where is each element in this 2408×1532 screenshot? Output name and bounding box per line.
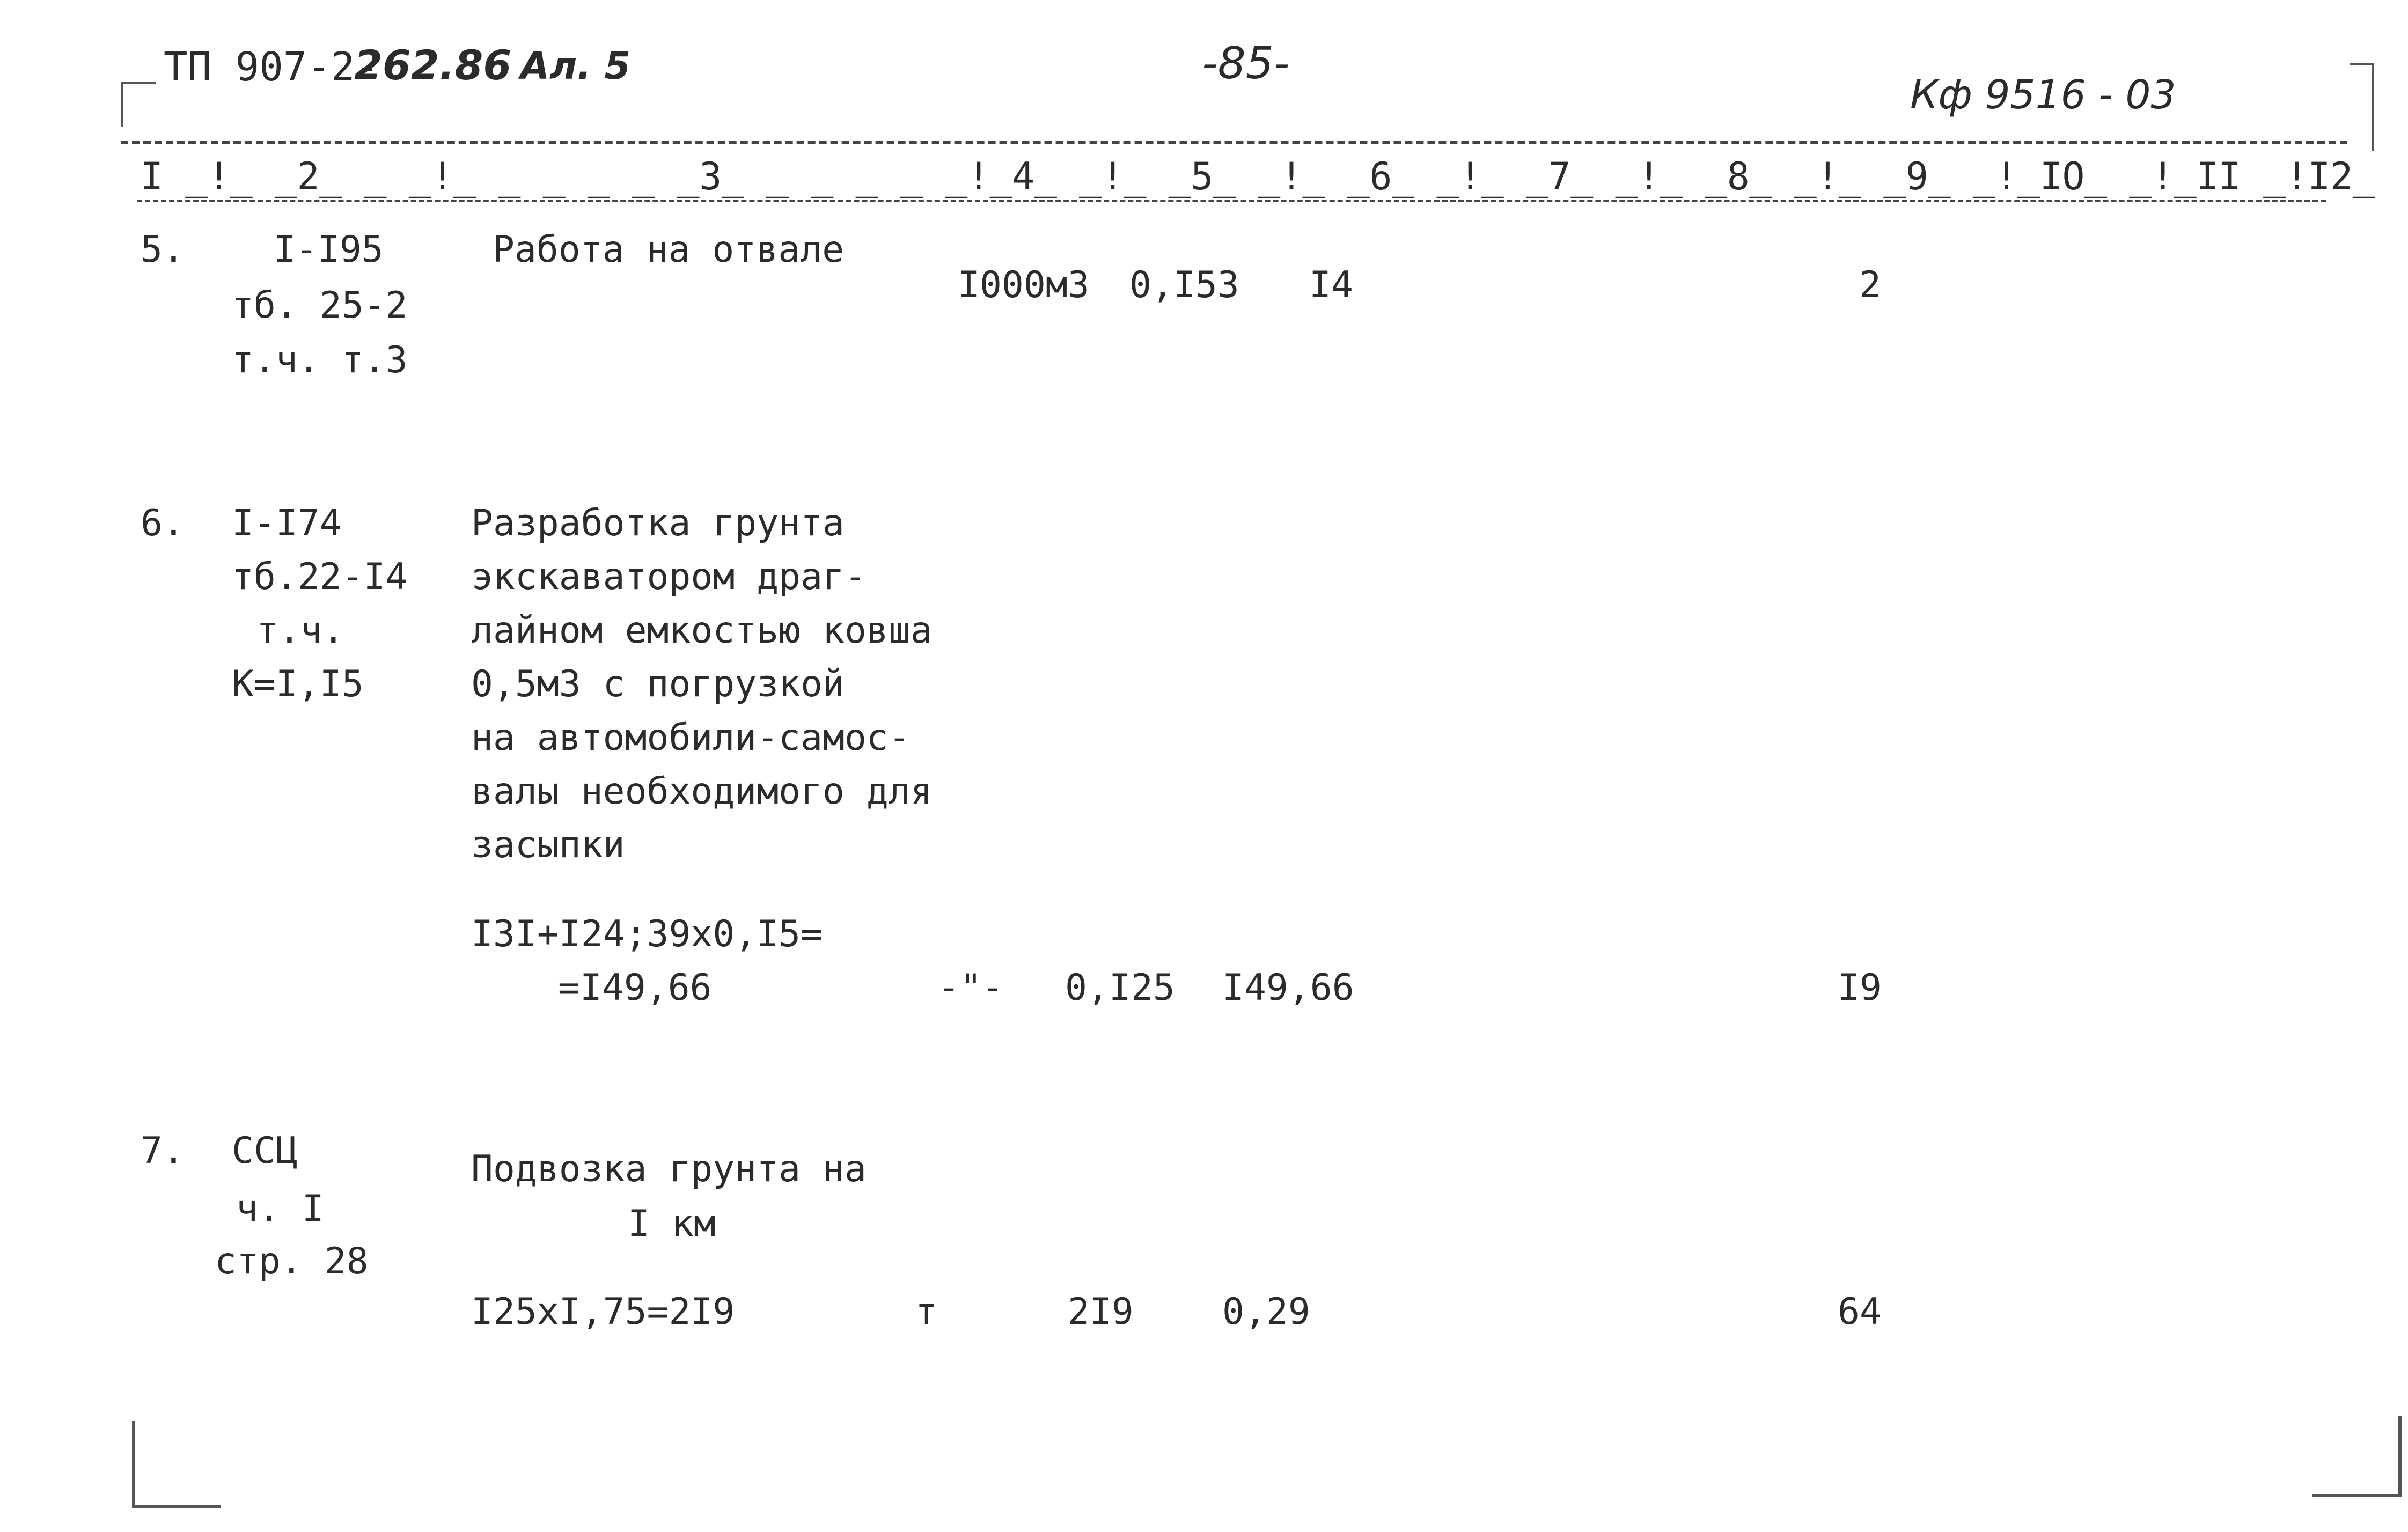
row-7-description-line-2: I км (628, 1203, 716, 1245)
row-6-ref-line-1: I-I74 (232, 502, 342, 544)
row-5-number: 5. (141, 229, 185, 271)
row-6-ref-line-3: т.ч. (256, 609, 344, 652)
page-number: -85- (1202, 38, 1290, 89)
row-6-calculation-line-1: I3I+I24;39х0,I5= (471, 913, 823, 955)
row-6-description-line-2: экскаватором драг- (471, 556, 867, 598)
bottom-right-frame-corner (2312, 1416, 2402, 1497)
row-5-ref-line-1: I-I95 (274, 229, 384, 271)
row-6-ref-line-2: тб.22-I4 (232, 556, 408, 598)
row-7-unit: т (915, 1291, 937, 1333)
row-6-ref-line-4: К=I,I5 (232, 663, 364, 705)
row-7-number: 7. (141, 1130, 185, 1172)
row-5-col9: 2 (1859, 264, 1881, 306)
stamp-code: Кф 9516 - 03 (1910, 72, 2176, 118)
row-6-description-line-3: лайном емкостью ковша (471, 609, 933, 652)
row-7-col9: 64 (1838, 1291, 1882, 1333)
row-6-description-line-1: Разработка грунта (471, 502, 845, 544)
row-6-number: 6. (141, 502, 185, 544)
doc-code-number: 262.86 (354, 41, 512, 89)
row-5-description: Работа на отвале (493, 229, 845, 271)
column-number-header: I _!_ _2_ _ _!_ _ _ _ _ _3_ _ _ _ _ _!_4_ _!_ _5_ _!_ _6_ _!_ _7_ _!_ _8_ _!_ _9_ _!_IO_ _!_II _!I2_ (141, 154, 2375, 198)
header-dashed-rule-top (121, 141, 2347, 144)
row-6-col9: I9 (1838, 967, 1882, 1009)
row-6-description-line-7: засыпки (471, 824, 625, 866)
bottom-left-frame-corner (132, 1421, 221, 1508)
row-7-ref-line-3: стр. 28 (215, 1240, 369, 1283)
row-7-quantity: 2I9 (1068, 1291, 1134, 1333)
top-left-frame-mark (121, 82, 156, 127)
header-dashed-rule-bottom (137, 200, 2326, 202)
row-6-description-line-6: валы необходимого для (471, 770, 933, 813)
row-7-calculation: I25хI,75=2I9 (471, 1291, 735, 1333)
row-7-ref-line-1: ССЦ (232, 1130, 298, 1172)
row-7-description-line-1: Подвозка грунта на (471, 1148, 867, 1190)
album-label: Ал. 5 (520, 44, 631, 88)
row-6-description-line-4: 0,5м3 с погрузкой (471, 663, 845, 705)
row-5-ref-line-2: тб. 25-2 (232, 284, 408, 327)
row-5-col6: I4 (1309, 264, 1353, 306)
row-5-ref-line-3: т.ч. т.3 (232, 339, 408, 381)
row-5-quantity: 0,I53 (1129, 264, 1239, 306)
row-5-unit: I000м3 (958, 264, 1090, 306)
row-6-unit: -"- (938, 967, 1004, 1009)
row-7-col6: 0,29 (1222, 1291, 1310, 1333)
row-6-description-line-5: на автомобили-самос- (471, 717, 911, 759)
top-right-frame-mark (2350, 63, 2374, 151)
row-6-calculation-line-2: =I49,66 (558, 967, 712, 1009)
doc-code-prefix: ТП 907-2- (164, 44, 379, 90)
row-7-ref-line-2: ч. I (236, 1188, 324, 1230)
row-6-quantity: 0,I25 (1065, 967, 1175, 1009)
row-6-col6: I49,66 (1222, 967, 1354, 1009)
